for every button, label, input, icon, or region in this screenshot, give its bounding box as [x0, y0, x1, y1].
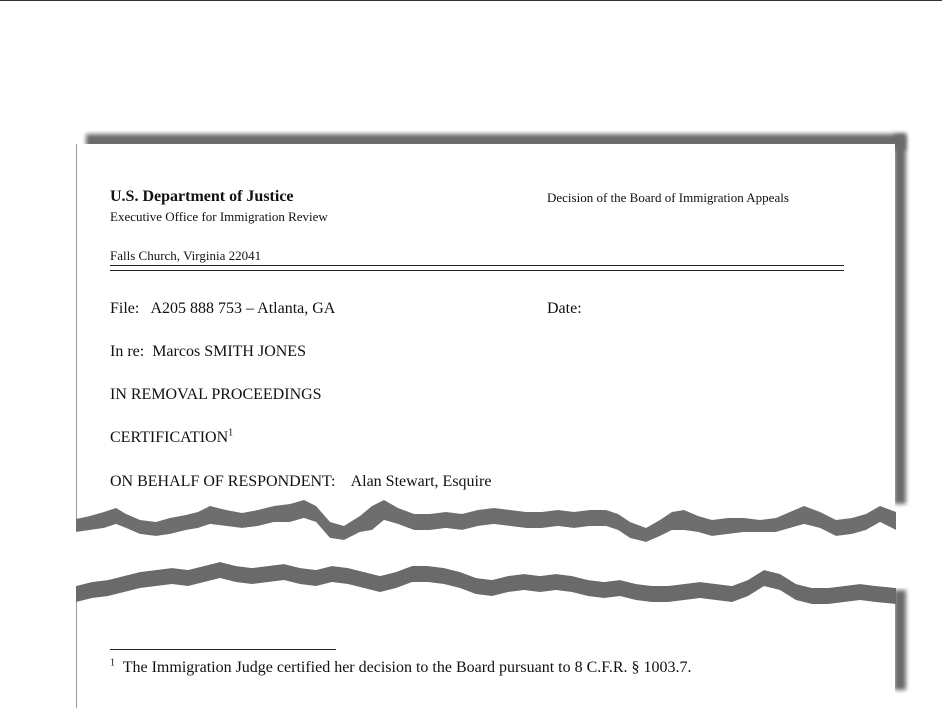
- footnote-separator: [110, 649, 336, 650]
- file-value: A205 888 753 – Atlanta, GA: [150, 300, 336, 317]
- footnote-text: The Immigration Judge certified her decision to the Board pursuant to 8 C.F.R. § 1003.7.: [122, 659, 692, 676]
- footnote: [110, 659, 692, 677]
- counsel-name: Alan Stewart, Esquire: [350, 473, 492, 490]
- footnote-ref-mark[interactable]: 1: [228, 427, 234, 439]
- agency-name: U.S. Department of Justice: [110, 188, 294, 205]
- respondent-name: Marcos SMITH JONES: [152, 343, 306, 360]
- header-double-rule-top: [110, 265, 844, 266]
- proceedings-type: IN REMOVAL PROCEEDINGS: [110, 386, 322, 403]
- file-label: File:: [110, 300, 140, 317]
- file-line: [110, 300, 335, 318]
- behalf-label: ON BEHALF OF RESPONDENT:: [110, 473, 336, 490]
- office-location: Falls Church, Virginia 22041: [110, 248, 262, 263]
- date-label: Date:: [547, 300, 582, 317]
- decision-title: Decision of the Board of Immigration Appeals: [547, 190, 789, 205]
- office-name: Executive Office for Immigration Review: [110, 209, 328, 224]
- header-double-rule-bottom: [110, 270, 844, 271]
- certification-line: [110, 429, 233, 447]
- in-re-label: In re:: [110, 343, 145, 360]
- in-re-line: [110, 343, 306, 361]
- footnote-mark: 1: [110, 657, 115, 669]
- behalf-line: [110, 473, 491, 491]
- certification-label: CERTIFICATION: [110, 429, 229, 446]
